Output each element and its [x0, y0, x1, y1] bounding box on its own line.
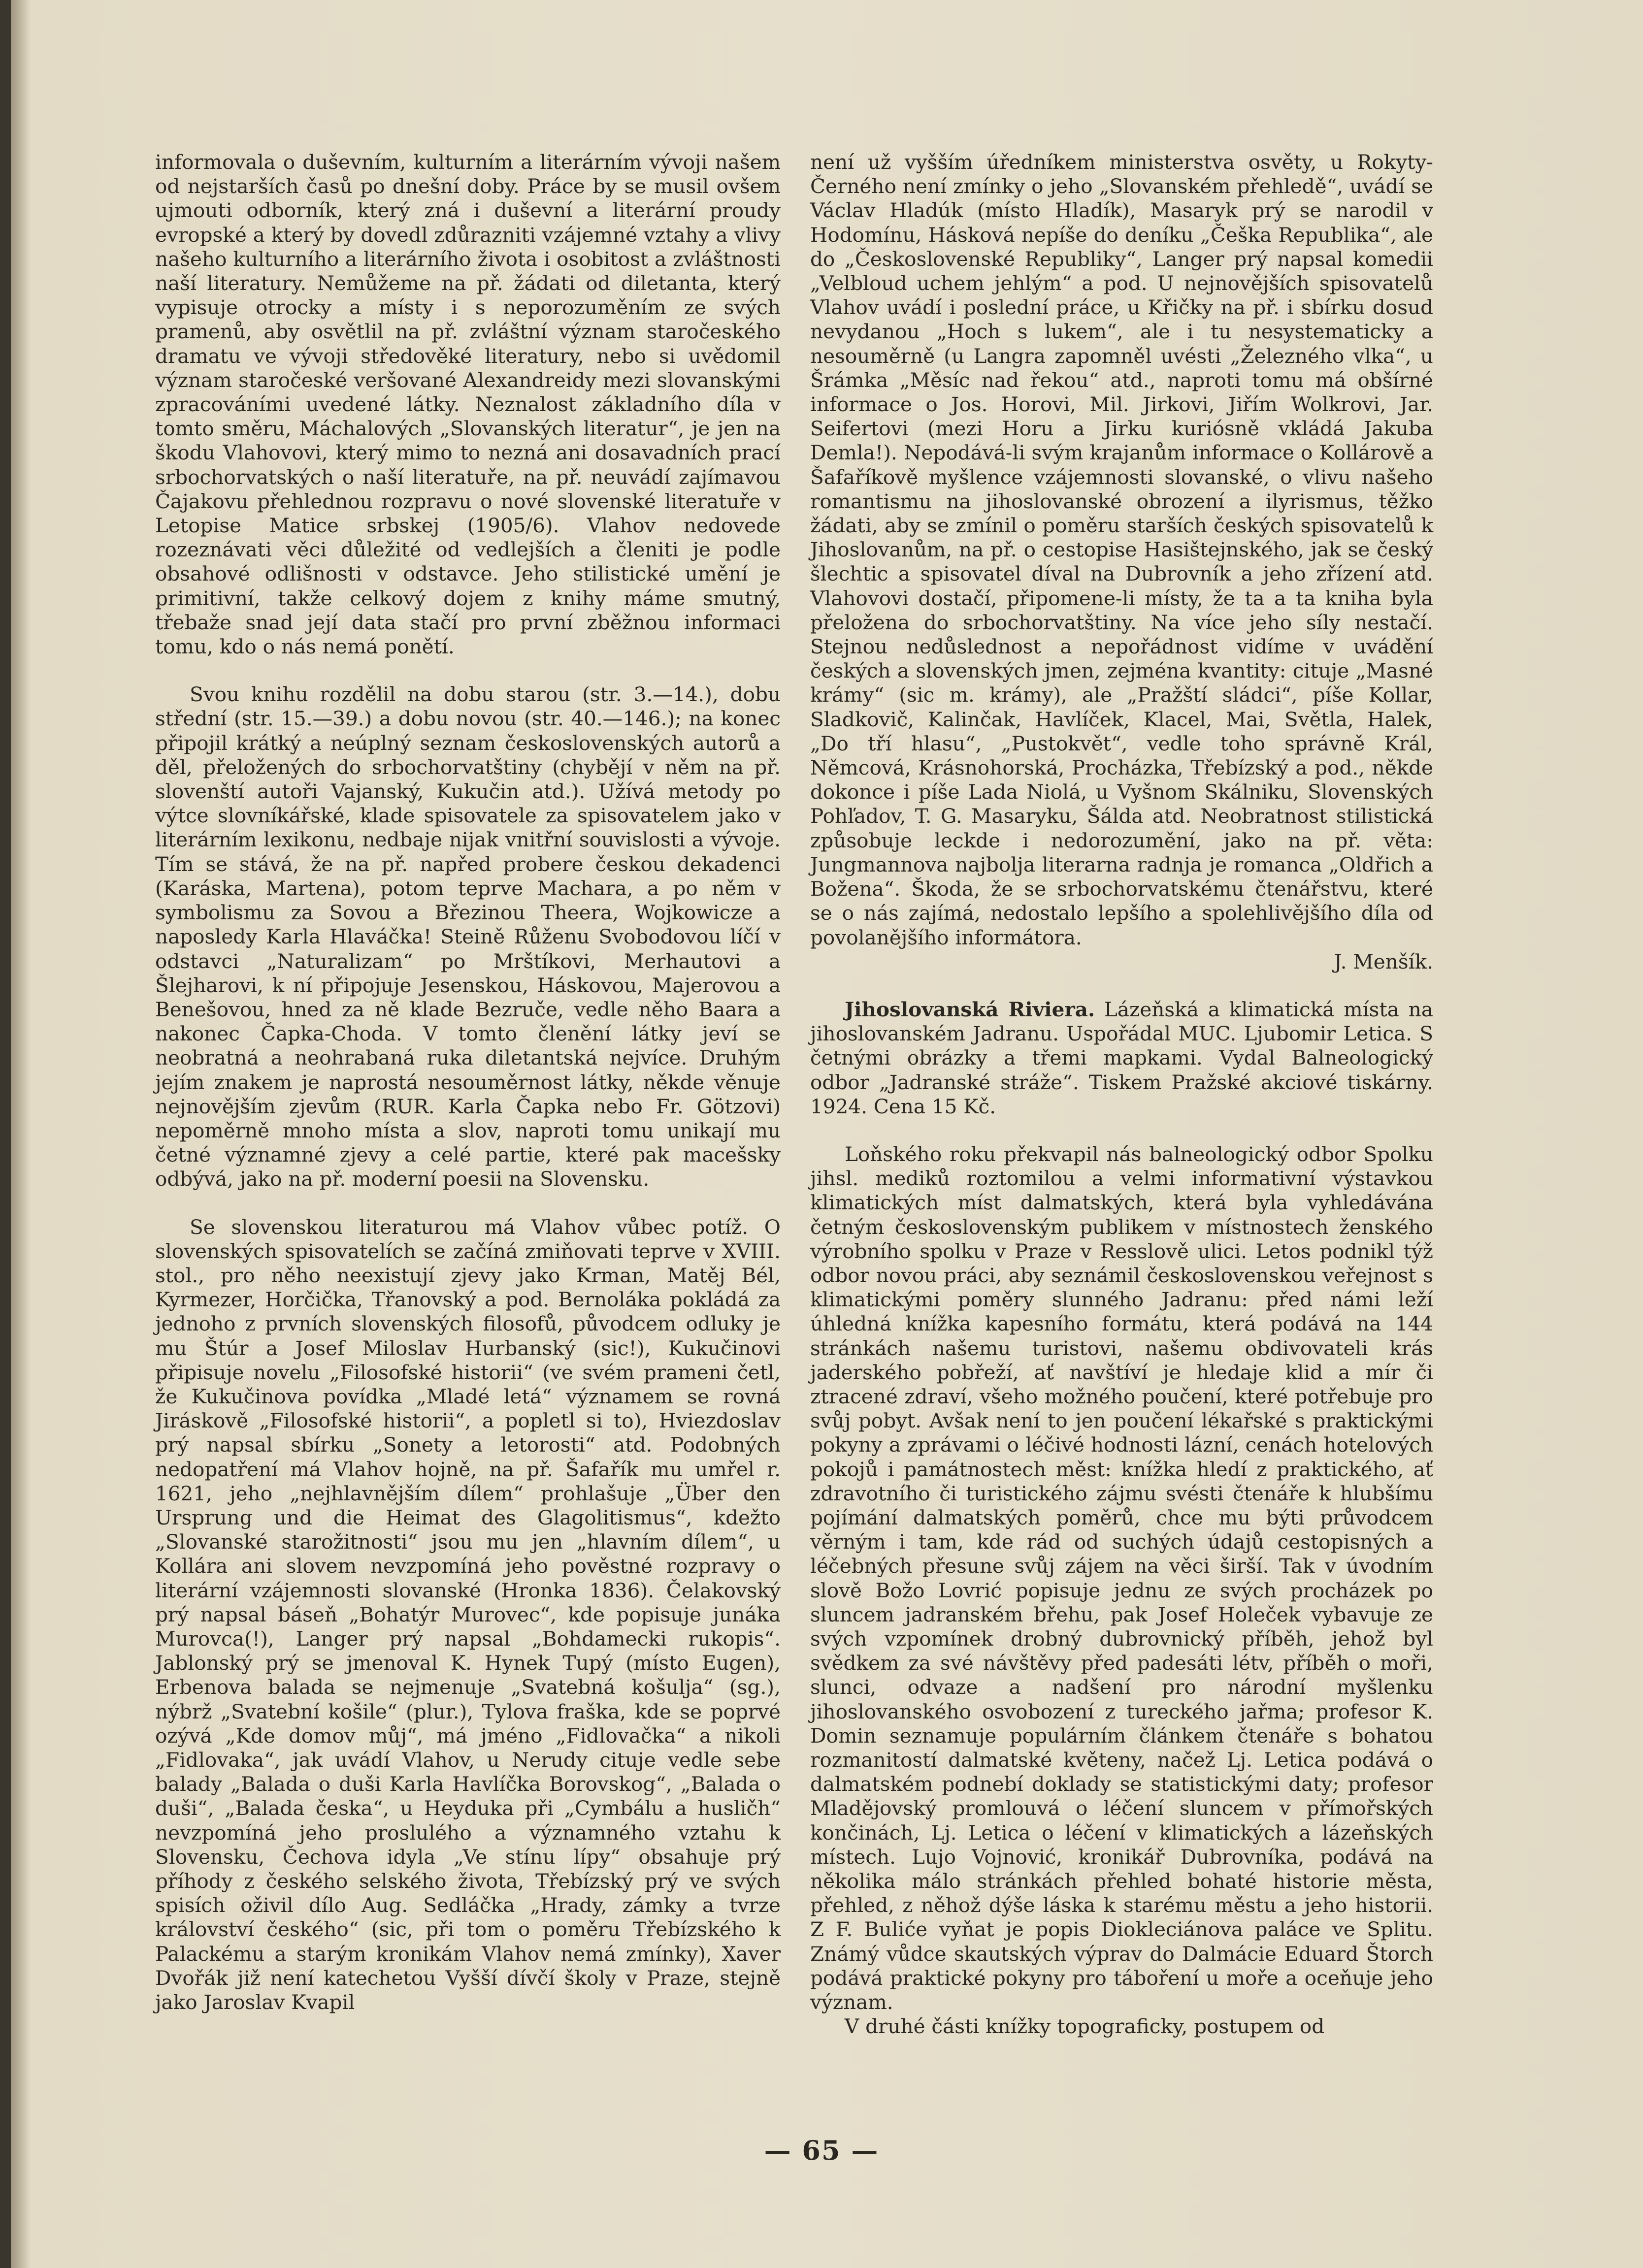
left-paragraph-1: informovala o duševním, kulturním a literárním vývoji našem od nejstarších časů po dnešní doby. Práce by se musil ovšem ujmouti odborník, který zná i duševní a literární proudy evropské a který by dovedl zdůrazniti vzájemné vztahy a vlivy našeho kulturního a literárního života i osobitost a zvláštnosti naší literatury. Nemůžeme na př. žádati od diletanta, který vypisuje otrocky a místy i s neporozuměním ze svých pramenů, aby osvětlil na př. zvláštní význam staročeského dramatu ve vývoji středověké literatury, nebo si uvědomil význam staročeské veršované Alexandreidy mezi slovanskými zpracováními uvedené látky. Neznalost základního díla v tomto směru, Máchalových „Slovanských literatur“, je jen na škodu Vlahovovi, který mimo to nezná ani dosavadních prací srbochorvatských o naší literatuře, na př. neuvádí zajímavou Čajakovu přehlednou rozpravu o nové slovenské literatuře v Letopise Matice srbskej (1905/6). Vlahov nedovede rozeznávati věci důležité od vedlejších a členiti je podle obsahové odlišnosti v odstavce. Jeho stilistické umění je primitivní, takže celkový dojem z knihy máme smutný, třebaže snad její data stačí pro první zběžnou informaci tomu, kdo o nás nemá ponětí. — [155, 150, 781, 659]
right-paragraph-2: Loňského roku překvapil nás balneologický odbor Spolku jihsl. mediků roztomilou a velmi informativní výstavkou klimatických míst dalmatských, která byla vyhledávána četným československým publikem v místnostech ženského výrobního spolku v Praze v Resslově ulici. Letos podnikl týž odbor novou práci, aby seznámil československou veřejnost s klimatickými poměry slunného Jadranu: před námi leží úhledná knížka kapesního formátu, která podává na 144 stránkách našemu turistovi, našemu obdivovateli krás jaderského pobřeží, ať navštíví je hledaje klid a mír či ztracené zdraví, všeho možného poučení, které potřebuje pro svůj pobyt. Avšak není to jen poučení lékařské s praktickými pokyny a zprávami o léčivé hodnosti lázní, cenách hotelových pokojů i památnostech měst: knížka hledí z praktického, ať zdravotního či turistického zájmu svésti čtenáře k hlubšímu pojímání dalmatských poměrů, chce mu býti průvodcem věrným i tam, kde rád od suchých údajů cestopisných a léčebných přesune svůj zájem na věci širší. Tak v úvodním slově Božo Lovrić popisuje jednu ze svých procházek po sluncem jadranském břehu, pak Josef Holeček vybavuje ze svých vzpomínek drobný dubrovnický příběh, jehož byl svědkem za své návštěvy před padesáti létv, příběh o moři, slunci, odvaze a nadšení pro národní myšlenku jihoslovanského osvobození z tureckého jařma; profesor K. Domin seznamuje populárním článkem čtenáře s bohatou rozmanitostí dalmatské květeny, načež Lj. Letica podává o dalmatském podnebí doklady se statistickými daty; profesor Mladějovský promlouvá o léčení sluncem v přímořských končinách, Lj. Letica o léčení v klimatických a lázeňských místech. Lujo Vojnović, kronikář Dubrovníka, podává na několika málo stránkách přehled bohaté historie města, přehled, z něhož dýše láska k starému městu a jeho historii. Z F. Buliće vyňat je popis Diokleciánova paláce ve Splitu. Známý vůdce skautských výprav do Dalmácie Eduard Štorch podává praktické pokyny pro táboření u moře a oceňuje jeho význam. — [810, 1142, 1433, 2014]
right-paragraph-3: V druhé části knížky topograficky, postupem od — [845, 2014, 1325, 2039]
review-heading — [810, 998, 1433, 1119]
review-signature: J. Menšík. — [1334, 949, 1433, 973]
gutter-shadow — [11, 0, 31, 2268]
review-title: Jihoslovanská Riviera. — [845, 997, 1095, 1021]
book-spine — [0, 0, 11, 2268]
page-number: — 65 — — [764, 2135, 879, 2166]
right-paragraph-1: není už vyšším úředníkem ministerstva osvěty, u Rokyty-Černého není zmínky o jeho „Slovanském přehledě“, uvádí se Václav Hladúk (místo Hladík), Masaryk prý se narodil v Hodomínu, Hásková nepíše do deníku „Češka Republika“, ale do „Československé Republiky“, Langer prý napsal komedii „Velbloud uchem jehlým“ a pod. U nejnovějších spisovatelů Vlahov uvádí i poslední práce, u Křičky na př. i sbírku dosud nevydanou „Hoch s lukem“, ale i tu nesystematicky a nesouměrně (u Langra zapomněl uvésti „Železného vlka“, u Šrámka „Měsíc nad řekou“ atd., naproti tomu má obšírné informace o Jos. Horovi, Mil. Jirkovi, Jiřím Wolkrovi, Jar. Seifertovi (mezi Horu a Jirku kuriósně vkládá Jakuba Demla!). Nepodává-li svým krajanům informace o Kollárově a Šafaříkově myšlence vzájemnosti slovanské, o vlivu našeho romantismu na jihoslovanské obrození a ilyrismus, těžko žádati, aby se zmínil o poměru starších českých spisovatelů k Jihoslovanům, na př. o cestopise Hasištejnského, jak se český šlechtic a spisovatel díval na Dubrovník a jeho zřízení atd. Vlahovovi dostačí, připomene-li místy, že ta a ta kniha byla přeložena do srbochorvatštiny. Na více jeho síly nestačí. Stejnou nedůslednost a nepořádnost vidíme v uvádění českých a slovenských jmen, zejména kvantity: cituje „Masné krámy“ (sic m. krámy), ale „Pražští sládci“, píše Kollar, Sladkovič, Kalinčak, Havlíček, Klacel, Mai, Světla, Halek, „Do tří hlasu“, „Pustokvět“, vedle toho správně Král, Němcová, Krásnohorská, Procházka, Třebízský a pod., někde dokonce i píše Lada Niolá, u Vyšnom Skálniku, Slovenských Pohľadov, T. G. Masaryku, Šálda atd. Neobratnost stilistická způsobuje leckde i nedorozumění, jako na př. věta: Jungmannova najbolja literarna radnja je romanca „Oldřich a Božena“. Škoda, že se srbochorvatskému čtenářstvu, které se o nás zajímá, nedostalo lepšího a spolehlivějšího díla od povolanějšího informátora. — [810, 150, 1433, 949]
left-column — [155, 150, 781, 2014]
left-paragraph-3: Se slovenskou literaturou má Vlahov vůbec potíž. O slovenských spisovatelích se začíná zmiňovati teprve v XVIII. stol., pro něho neexistují zjevy jako Krman, Matěj Bél, Kyrmezer, Horčička, Třanovský a pod. Bernoláka pokládá za jednoho z prvních slovenských filosofů, původcem odluky je mu Štúr a Josef Miloslav Hurbanský (sic!), Kukučinovi připisuje novelu „Filosofské historii“ (ve svém prameni četl, že Kukučinova povídka „Mladé letá“ významem se rovná Jiráskově „Filosofské historii“, a popletl si to), Hviezdoslav prý napsal sbírku „Sonety a letorosti“ atd. Podobných nedopatření má Vlahov hojně, na př. Šafařík mu umřel r. 1621, jeho „nejhlavnějším dílem“ prohlašuje „Über den Ursprung und die Heimat des Glagolitismus“, kdežto „Slovanské starožitnosti“ jsou mu jen „hlavním dílem“, u Kollára ani slovem nevzpomíná jeho pověstné rozpravy o literární vzájemnosti slovanské (Hronka 1836). Čelakovský prý napsal báseň „Bohatýr Murovec“, kde popisuje junáka Murovca(!), Langer prý napsal „Bohdamecki rukopis“. Jablonský prý se jmenoval K. Hynek Tupý (místo Eugen), Erbenova balada se nejmenuje „Svatebná košulja“ (sg.), nýbrž „Svatební košile“ (plur.), Tylova fraška, kde se poprvé ozývá „Kde domov můj“, má jméno „Fidlovačka“ a nikoli „Fidlovaka“, jak uvádí Vlahov, u Nerudy cituje vedle sebe balady „Balada o duši Karla Havlíčka Borovskog“, „Balada o duši“, „Balada česka“, u Heyduka při „Cymbálu a husličh“ nevzpomíná jeho proslulého a významného vztahu k Slovensku, Čechova idyla „Ve stínu lípy“ obsahuje prý příhody z českého selského života, Třebízský prý ve svých spisích oživil dílo Aug. Sedláčka „Hrady, zámky a tvrze království českého“ (sic, při tom o poměru Třebízského k Palackému a starým kronikám Vlahov nemá zmínky), Xaver Dvořák již není katechetou Vyšší dívčí školy v Praze, stejně jako Jaroslav Kvapil — [155, 1215, 781, 2014]
review-bibliography: Lázeňská a klimatická místa na jihoslovanském Jadranu. Uspořádal MUC. Ljubomir Letica. S četnými obrázky a třemi mapkami. Vydal Balneologický odbor „Jadranské stráže“. Tiskem Pražské akciové tiskárny. 1924. Cena 15 Kč. — [810, 997, 1433, 1118]
right-column — [810, 150, 1433, 2039]
left-paragraph-2: Svou knihu rozdělil na dobu starou (str. 3.—14.), dobu střední (str. 15.—39.) a dobu novou (str. 40.—146.); na konec připojil krátký a neúplný seznam československých autorů a děl, přeložených do srbochorvatštiny (chybějí v něm na př. slovenští autoři Vajanský, Kukučin atd.). Užívá metody po výtce slovníkářské, klade spisovatele za spisovatelem jako v literárním lexikonu, nedbaje nijak vnitřní souvislosti a vývoje. Tím se stává, že na př. napřed probere českou dekadenci (Karáska, Martena), potom teprve Machara, a po něm v symbolismu za Sovou a Březinou Theera, Wojkowicze a naposledy Karla Hlaváčka! Steině Růženu Svobodovou líčí v odstavci „Naturalizam“ po Mrštíkovi, Merhautovi a Šlejharovi, k ní připojuje Jesenskou, Háskovou, Majerovou a Benešovou, hned za ně klade Bezruče, vedle něho Baara a nakonec Čapka-Choda. V tomto členění látky jeví se neobratná a neohrabaná ruka diletantská nejvíce. Druhým jejím znakem je naprostá nesouměrnost látky, někde věnuje nejnovějším zjevům (RUR. Karla Čapka nebo Fr. Götzovi) nepoměrně mnoho místa a slov, naproti tomu unikají mu četné významné zjevy a celé partie, které pak macešsky odbývá, jako na př. moderní poesii na Slovensku. — [155, 682, 781, 1191]
